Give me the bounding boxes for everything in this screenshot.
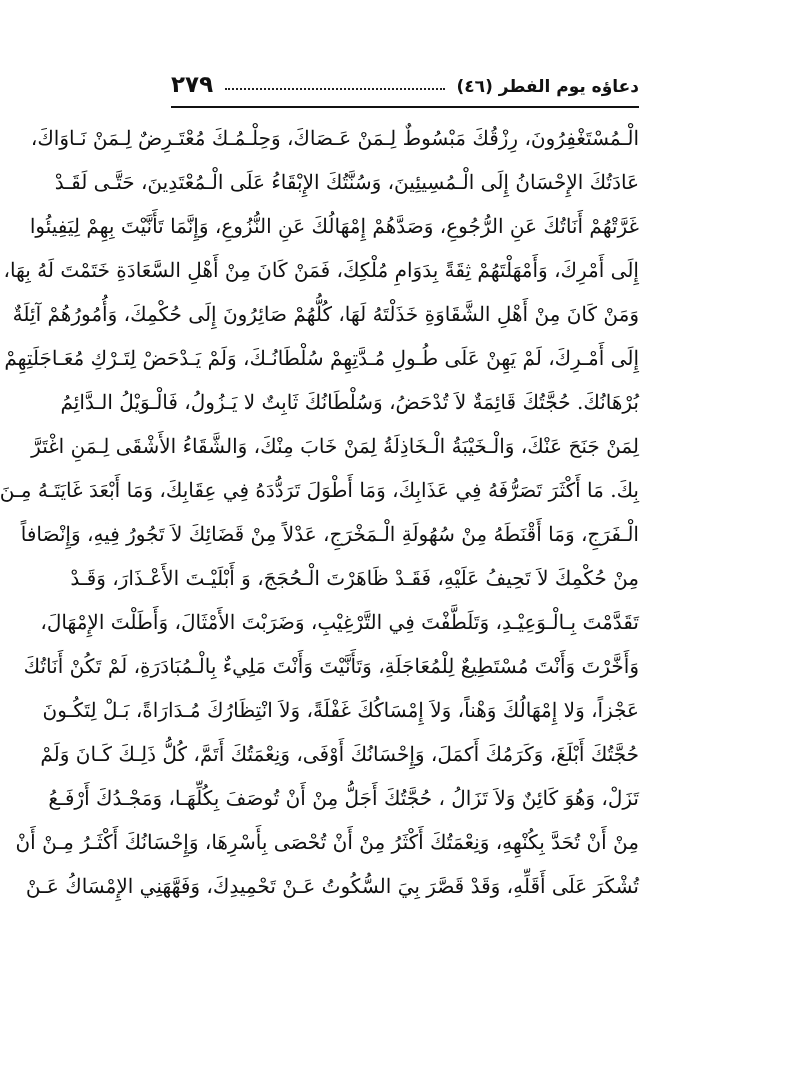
text-line: مِنْ أَنْ تُحَدَّ بِكُنْهِهِ، وَنِعْمَتُكَ أَكْثَرُ مِنْ أَنْ تُحْصَى بِأَسْرِهَا، وَإِحْسَانُكَ أَكْثَـرُ مِـنْ أَنْ [15, 830, 639, 854]
text-line: تَزَلْ، وَهُوَ كَائِنٌ وَلاَ تَزَالُ ، حُجَّتُكَ أَجَلُّ مِنْ أَنْ تُوصَفَ بِكُلِّهَـا، وَمَجْـدُكَ أَرْفَـعُ [48, 786, 639, 810]
text-line: بُرْهَانُكَ. حُجَّتُكَ قَائِمَةٌ لاَ تُدْحَضُ، وَسُلْطَانُكَ ثَابِتٌ لا يَـزُولُ، فَالْـوَيْلُ الـدَّائِمُ [60, 390, 639, 414]
header-rule [171, 106, 639, 108]
text-line: إِلَى أَمْـرِكَ، لَمْ يَهِنْ عَلَى طُـولِ مُـدَّتِهِمْ سُلْطَانُـكَ، وَلَمْ يَـدْحَضْ لِتَـرْكِ مُعَـاجَلَتِهِمْ [4, 346, 639, 370]
text-line: الْـفَرَجِ، وَمَا أَقْنَطَهُ مِنْ سُهُولَةِ الْـمَخْرَجِ، عَدْلاً مِنْ قَضَائِكَ لاَ تَجُورُ فِيهِ، وَإِنْصَافاً [20, 522, 639, 546]
page-header [171, 58, 639, 106]
text-line: وَمَنْ كَانَ مِنْ أَهْلِ الشَّقَاوَةِ خَذَلْتَهُ لَهَا، كُلُّهُمْ صَائِرُونَ إِلَى حُكْمِكَ، وَأُمُورُهُمْ آئِلَةٌ [12, 302, 639, 326]
text-line: عَجْزاً، وَلا إِمْهَالُكَ وَهْناً، وَلاَ إِمْسَاكُكَ غَفْلَةً، وَلاَ انْتِظَارُكَ مُـدَارَاةً، بَـلْ لِتَكُـونَ [42, 698, 639, 722]
text-line: تُشْكَرَ عَلَى أَقَلِّهِ، وَقَدْ قَصَّرَ بِيَ السُّكُوتُ عَـنْ تَحْمِيدِكَ، وَفَهَّهَنِي الإِمْسَاكُ عَـنْ [25, 874, 639, 898]
text-line: الْـمُسْتَغْفِرُونَ، رِزْقُكَ مَبْسُوطٌ لِـمَنْ عَـصَاكَ، وَحِلْـمُـكَ مُعْتَـرِضٌ لِـمَنْ نَـاوَاكَ، [30, 126, 639, 150]
running-title: دعاؤه يوم الفطر (٤٦) [456, 77, 639, 97]
text-line: مِنْ حُكْمِكَ لاَ تَحِيفُ عَلَيْهِ، فَقَـدْ ظَاهَرْتَ الْـحُجَجَ، وَ أَبْلَيْـتَ الأَعْـذَارَ، وَقَـدْ [70, 566, 639, 590]
text-line: عَادَتُكَ الإِحْسَانُ إِلَى الْـمُسِيئِينَ، وَسُنَّتُكَ الإِبْقَاءُ عَلَى الْـمُعْتَدِينَ، حَتَّـى لَقَـدْ [54, 170, 639, 194]
text-line: بِكَ. مَا أَكْثَرَ تَصَرُّفَهُ فِي عَذَابِكَ، وَمَا أَطْوَلَ تَرَدُّدَهُ فِي عِقَابِكَ، وَمَا أَبْعَدَ غَايَتَـهُ مِـنَ [0, 478, 639, 502]
dotted-leader [225, 88, 444, 90]
text-line: حُجَّتُكَ أَبْلَغَ، وَكَرَمُكَ أَكمَلَ، وَإِحْسَانُكَ أَوْفَى، وَنِعْمَتُكَ أَتَمَّ، كُلُّ ذَلِـكَ كَـانَ وَلَمْ [40, 742, 639, 766]
text-line: غَرَّتْهُمْ أَنَاتُكَ عَنِ الرُّجُوعِ، وَصَدَّهُمْ إِمْهَالُكَ عَنِ النُّزُوعِ، وَإِنَّمَا تَأَنَّيْتَ بِهِمْ لِيَفِيئُوا [29, 214, 639, 238]
text-line: لِمَنْ جَنَحَ عَنْكَ، وَالْـخَيْبَةُ الْـخَاذِلَةُ لِمَنْ خَابَ مِنْكَ، وَالشَّقَاءُ الأَشْقَى لِـمَنِ اغْتَرَّ [31, 434, 639, 458]
text-line: إِلَى أَمْرِكَ، وَأَمْهَلْتَهُمْ ثِقَةً بِدَوَامِ مُلْكِكَ، فَمَنْ كَانَ مِنْ أَهْلِ السَّعَادَةِ خَتَمْتَ لَهُ بِهَا، [3, 258, 639, 282]
prayer-text-block [0, 116, 639, 1060]
text-line: تَقَدَّمْتَ بِـالْـوَعِيْـدِ، وَتَلَطَّفْتَ فِي التَّرْغِيْبِ، وَضَرَبْتَ الأَمْثَالَ، وَأَطَلْتَ الإِمْهَالَ، [40, 610, 639, 634]
text-line: وَأَخَّرْتَ وَأَنْتَ مُسْتَطِيعٌ لِلْمُعَاجَلَةِ، وَتَأَنَّيْتَ وَأَنْتَ مَلِيءٌ بِالْـمُبَادَرَةِ، لَمْ تَكُنْ أَنَاتُكَ [23, 654, 639, 678]
page-number: ٢٧٩ [171, 72, 214, 98]
